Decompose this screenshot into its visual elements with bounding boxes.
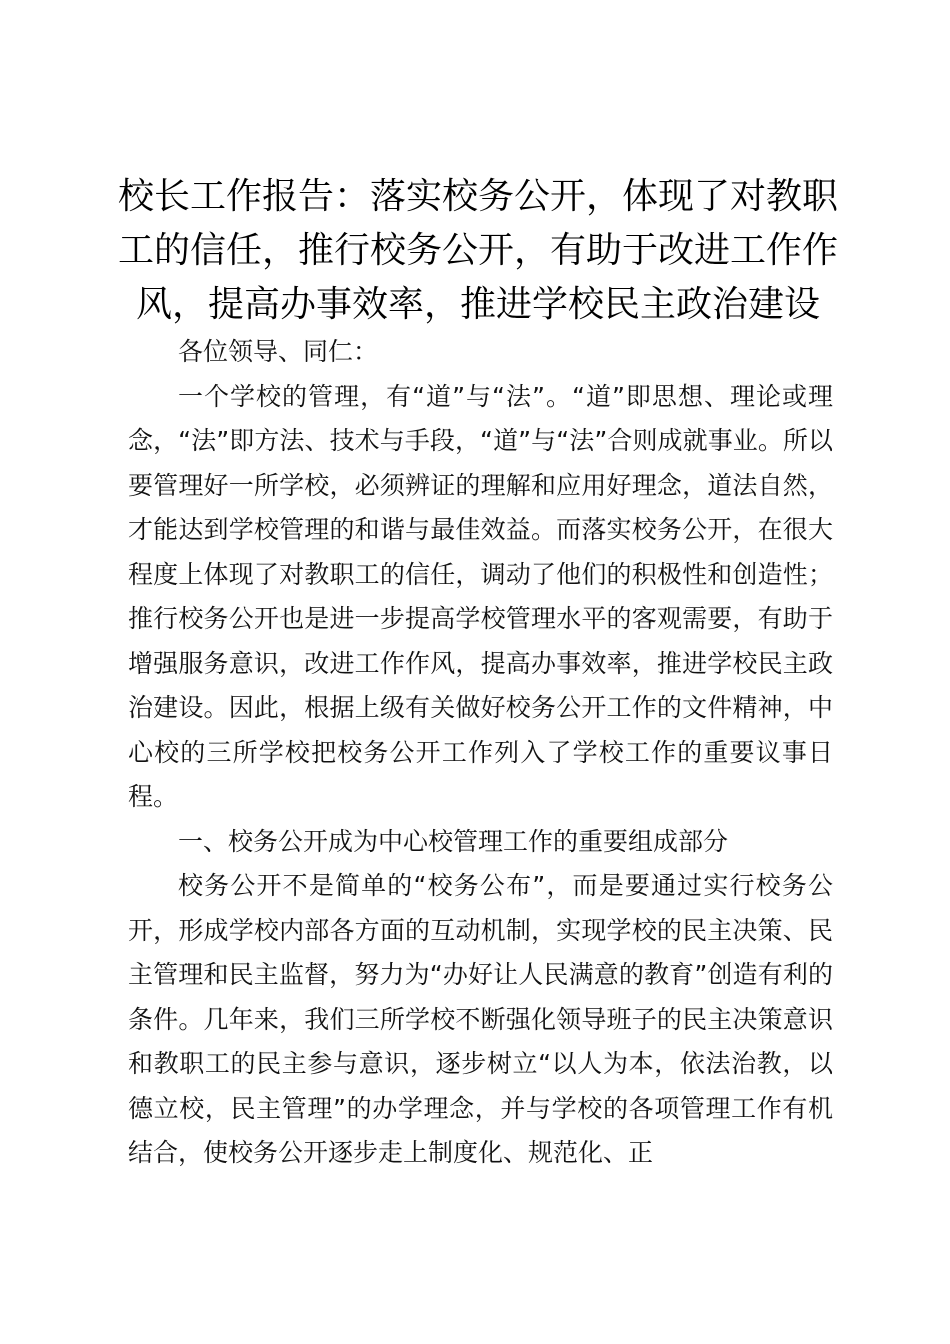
document-body — [128, 330, 833, 1176]
body-paragraph-intro: 一个学校的管理，有“道”与“法”。“道”即思想、理论或理念，“法”即方法、技术与手段，“道”与“法”合则成就事业。所以要管理好一所学校，必须辨证的理解和应用好理念，道法自然，才能达到学校管理的和谐与最佳效益。而落实校务公开，在很大程度上体现了对教职工的信任，调动了他们的积极性和创造性；推行校务公开也是进一步提高学校管理水平的客观需要，有助于增强服务意识，改进工作作风，提高办事效率，推进学校民主政治建设。因此，根据上级有关做好校务公开工作的文件精神，中心校的三所学校把校务公开工作列入了学校工作的重要议事日程。 — [128, 381, 833, 811]
salutation: 各位领导、同仁： — [178, 337, 379, 366]
body-paragraph-section-1: 校务公开不是简单的“校务公布”，而是要通过实行校务公开，形成学校内部各方面的互动机制，实现学校的民主决策、民主管理和民主监督，努力为“办好让人民满意的教育”创造有利的条件。几年来，我们三所学校不断强化领导班子的民主决策意识和教职工的民主参与意识，逐步树立“以人为本，依法治教，以德立校，民主管理”的办学理念，并与学校的各项管理工作有机结合，使校务公开逐步走上制度化、规范化、正 — [128, 871, 833, 1167]
document-title: 校长工作报告：落实校务公开，体现了对教职工的信任，推行校务公开，有助于改进工作作风，提高办事效率，推进学校民主政治建设 — [118, 176, 839, 325]
section-heading-1: 一、校务公开成为中心校管理工作的重要组成部分 — [178, 826, 729, 856]
